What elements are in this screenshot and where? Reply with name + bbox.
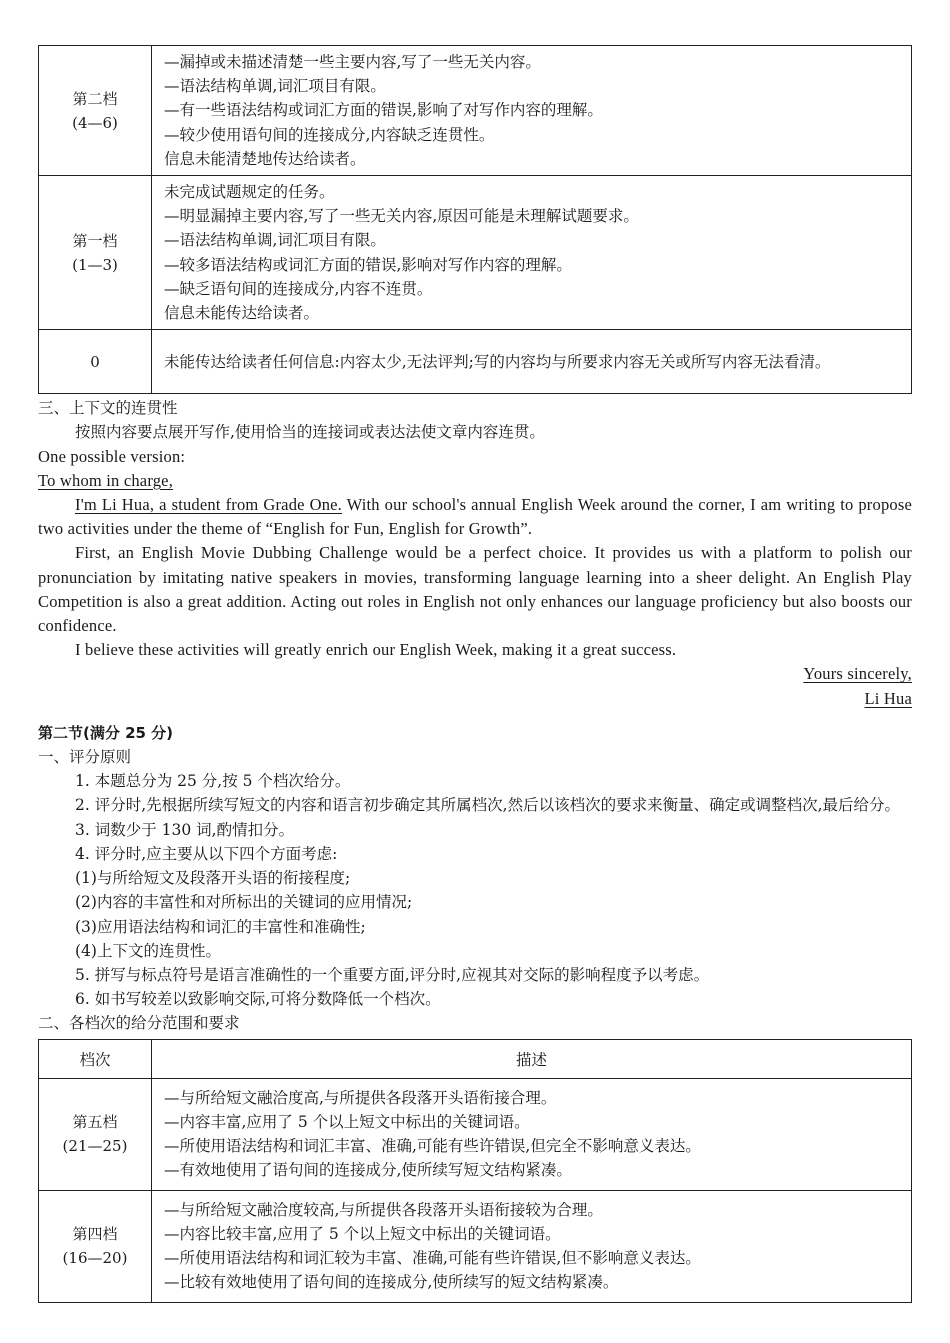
level-name: 第一档 (72, 231, 118, 250)
level-cell (39, 1190, 152, 1302)
table-row (39, 46, 912, 176)
part-title: 第二节(满分 25 分) (38, 723, 174, 742)
level-name: 0 (90, 352, 100, 371)
desc-line: —漏掉或未描述清楚一些主要内容,写了一些无关内容。 (164, 53, 541, 71)
desc-line: —有效地使用了语句间的连接成分,使所续写短文结构紧凑。 (164, 1161, 572, 1180)
desc-line: —所使用语法结构和词汇较为丰富、准确,可能有些许错误,但不影响意义表达。 (164, 1249, 701, 1268)
level-cell (39, 176, 152, 330)
desc-line: —明显漏掉主要内容,写了一些无关内容,原因可能是未理解试题要求。 (164, 207, 639, 226)
essay-paragraph: First, an English Movie Dubbing Challenge would be a perfect choice. It provides us with a platform to polish our pronunciation by imitating native speakers in movies, transforming language learning into a sheer delight. An English Play Competition is also a great addition. Acting out roles in English not only enhances our language proficiency but also boosts our confidence. (38, 543, 912, 636)
list-item: 6. 如书写较差以致影响交际,可将分数降低一个档次。 (75, 990, 441, 1009)
desc-line: —与所给短文融洽度高,与所提供各段落开头语衔接合理。 (164, 1088, 557, 1107)
desc-line: —内容比较丰富,应用了 5 个以上短文中标出的关键词语。 (164, 1224, 561, 1243)
desc-line: —与所给短文融洽度较高,与所提供各段落开头语衔接较为合理。 (164, 1200, 603, 1219)
header-description: 描述 (152, 1039, 912, 1078)
list-item: 4. 评分时,应主要从以下四个方面考虑: (75, 844, 338, 863)
level-range: (1—3) (72, 255, 118, 274)
list-item: (1)与所给短文及段落开头语的衔接程度; (75, 869, 351, 888)
level-name: 第五档 (72, 1113, 118, 1132)
level-range: (21—25) (62, 1137, 128, 1156)
desc-line: 信息未能传达给读者。 (164, 304, 320, 323)
table-row (39, 176, 912, 330)
description-cell (152, 330, 912, 394)
desc-line: —比较有效地使用了语句间的连接成分,使所续写的短文结构紧凑。 (164, 1273, 619, 1292)
essay-label: One possible version: (38, 446, 186, 466)
essay-salutation: To whom in charge, (38, 470, 174, 490)
desc-line: —语法结构单调,词汇项目有限。 (164, 231, 386, 250)
list-item: 3. 词数少于 130 词,酌情扣分。 (75, 820, 295, 839)
desc-line: —较多语法结构或词汇方面的错误,影响对写作内容的理解。 (164, 255, 572, 274)
table-row (39, 1190, 912, 1302)
description-cell (152, 176, 912, 330)
list-item: (2)内容的丰富性和对所标出的关键词的应用情况; (75, 893, 413, 912)
description-cell (152, 46, 912, 176)
section-body: 按照内容要点展开写作,使用恰当的连接词或表达法使文章内容连贯。 (75, 423, 545, 442)
scoring-table-continuation (38, 1039, 912, 1303)
header-level: 档次 (39, 1039, 152, 1078)
desc-line: —较少使用语句间的连接成分,内容缺乏连贯性。 (164, 125, 495, 144)
scoring-table-writing (38, 45, 912, 394)
level-range: (4—6) (72, 113, 118, 132)
level-name: 第二档 (72, 89, 118, 108)
table-row (39, 330, 912, 394)
table-row (39, 1078, 912, 1190)
essay-intro-rest: With our school's annual English Week around the corner, I am writing to propose two activities under the theme of “English for Fun, English for Growth”. (38, 495, 912, 539)
list-item: 1. 本题总分为 25 分,按 5 个档次给分。 (75, 772, 351, 791)
level-cell (39, 46, 152, 176)
essay-paragraph (38, 493, 912, 541)
desc-line: —缺乏语句间的连接成分,内容不连贯。 (164, 279, 433, 298)
desc-line: —语法结构单调,词汇项目有限。 (164, 77, 386, 96)
list-item: 2. 评分时,先根据所续写短文的内容和语言初步确定其所属档次,然后以该档次的要求来衡量、确定或调整档次,最后给分。 (75, 796, 901, 815)
desc-line: 未能传达给读者任何信息:内容太少,无法评判;写的内容均与所要求内容无关或所写内容无法看清。 (164, 352, 831, 371)
page (38, 0, 912, 1303)
desc-line: —内容丰富,应用了 5 个以上短文中标出的关键词语。 (164, 1112, 530, 1131)
essay-intro-underlined: I'm Li Hua, a student from Grade One. (75, 495, 342, 515)
desc-line: 信息未能清楚地传达给读者。 (164, 149, 366, 168)
level-name: 第四档 (72, 1225, 118, 1244)
table-header-row (39, 1039, 912, 1078)
description-cell (152, 1190, 912, 1302)
essay-paragraph: I believe these activities will greatly enrich our English Week, making it a great success. (75, 640, 677, 660)
principles-heading: 一、评分原则 (38, 748, 132, 767)
section-heading: 三、上下文的连贯性 (38, 399, 178, 418)
essay-closing: Yours sincerely, (803, 664, 912, 684)
desc-line: 未完成试题规定的任务。 (164, 183, 335, 202)
list-item: 5. 拼写与标点符号是语言准确性的一个重要方面,评分时,应视其对交际的影响程度予以考虑。 (75, 965, 710, 984)
list-item: (4)上下文的连贯性。 (75, 941, 221, 960)
desc-line: —所使用语法结构和词汇丰富、准确,可能有些许错误,但完全不影响意义表达。 (164, 1137, 701, 1156)
level-cell (39, 1078, 152, 1190)
levels-heading: 二、各档次的给分范围和要求 (38, 1014, 240, 1033)
desc-line: —有一些语法结构或词汇方面的错误,影响了对写作内容的理解。 (164, 101, 603, 120)
essay-signature: Li Hua (864, 688, 912, 708)
description-cell (152, 1078, 912, 1190)
level-cell (39, 330, 152, 394)
list-item: (3)应用语法结构和词汇的丰富性和准确性; (75, 917, 366, 936)
level-range: (16—20) (62, 1249, 128, 1268)
